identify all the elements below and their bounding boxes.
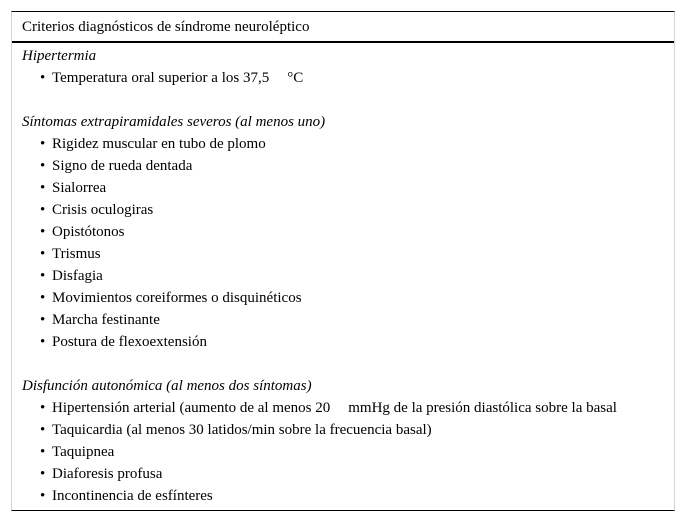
item-text: Opistótonos <box>52 224 125 240</box>
list-item <box>22 243 674 265</box>
bullet-icon: • <box>40 488 46 504</box>
list-item <box>22 419 674 441</box>
item-text: Taquipnea <box>52 444 115 460</box>
item-text: Marcha festinante <box>52 312 160 328</box>
item-text: Taquicardia (al menos 30 latidos/min sobre la frecuencia basal) <box>52 422 432 438</box>
item-text: Crisis oculogiras <box>52 202 154 218</box>
bullet-icon: • <box>40 444 46 460</box>
item-text: Hipertensión arterial (aumento de al menos 20 <box>52 400 331 416</box>
item-text: Movimientos coreiformes o disquinéticos <box>52 290 302 306</box>
criteria-table <box>11 11 675 511</box>
bullet-icon: • <box>40 70 46 86</box>
list-item <box>22 287 674 309</box>
item-text: Diaforesis profusa <box>52 466 163 482</box>
bullet-icon: • <box>40 158 46 174</box>
item-text: Rigidez muscular en tubo de plomo <box>52 136 266 152</box>
item-text: Incontinencia de esfínteres <box>52 488 213 504</box>
bullet-icon: • <box>40 224 46 240</box>
list-item <box>22 221 674 243</box>
list-item <box>22 67 674 89</box>
bullet-icon: • <box>40 422 46 438</box>
unit-text: °C <box>287 70 304 86</box>
bullet-icon: • <box>40 312 46 328</box>
section-title-hipertermia: Hipertermia <box>22 48 97 64</box>
item-text: Signo de rueda dentada <box>52 158 193 174</box>
item-text: Postura de flexoextensión <box>52 334 207 350</box>
list-item <box>22 265 674 287</box>
bullet-icon: • <box>40 180 46 196</box>
section-spacer <box>22 89 674 111</box>
list-item <box>22 199 674 221</box>
bullet-icon: • <box>40 334 46 350</box>
bullet-icon: • <box>40 136 46 152</box>
list-item <box>22 463 674 485</box>
item-text: Sialorrea <box>52 180 107 196</box>
section-spacer <box>22 353 674 375</box>
list-item <box>22 397 674 419</box>
table-header: Criterios diagnósticos de síndrome neuroléptico <box>12 12 674 43</box>
item-text: Disfagia <box>52 268 103 284</box>
list-item <box>22 441 674 463</box>
list-item <box>22 485 674 507</box>
list-item <box>22 309 674 331</box>
item-text-continued: mmHg de la presión diastólica sobre la basal <box>348 400 617 416</box>
bullet-icon: • <box>40 290 46 306</box>
item-text: Trismus <box>52 246 101 262</box>
bullet-icon: • <box>40 202 46 218</box>
section-title-extrapiramidales: Síntomas extrapiramidales severos (al menos uno) <box>22 114 326 130</box>
list-item <box>22 155 674 177</box>
bullet-icon: • <box>40 268 46 284</box>
bullet-icon: • <box>40 400 46 416</box>
bullet-icon: • <box>40 246 46 262</box>
list-item <box>22 177 674 199</box>
table-body <box>12 43 674 507</box>
list-item <box>22 133 674 155</box>
section-title-disfuncion-autonomica: Disfunción autonómica (al menos dos síntomas) <box>22 378 312 394</box>
bullet-icon: • <box>40 466 46 482</box>
item-text: Temperatura oral superior a los 37,5 <box>52 70 270 86</box>
list-item <box>22 331 674 353</box>
